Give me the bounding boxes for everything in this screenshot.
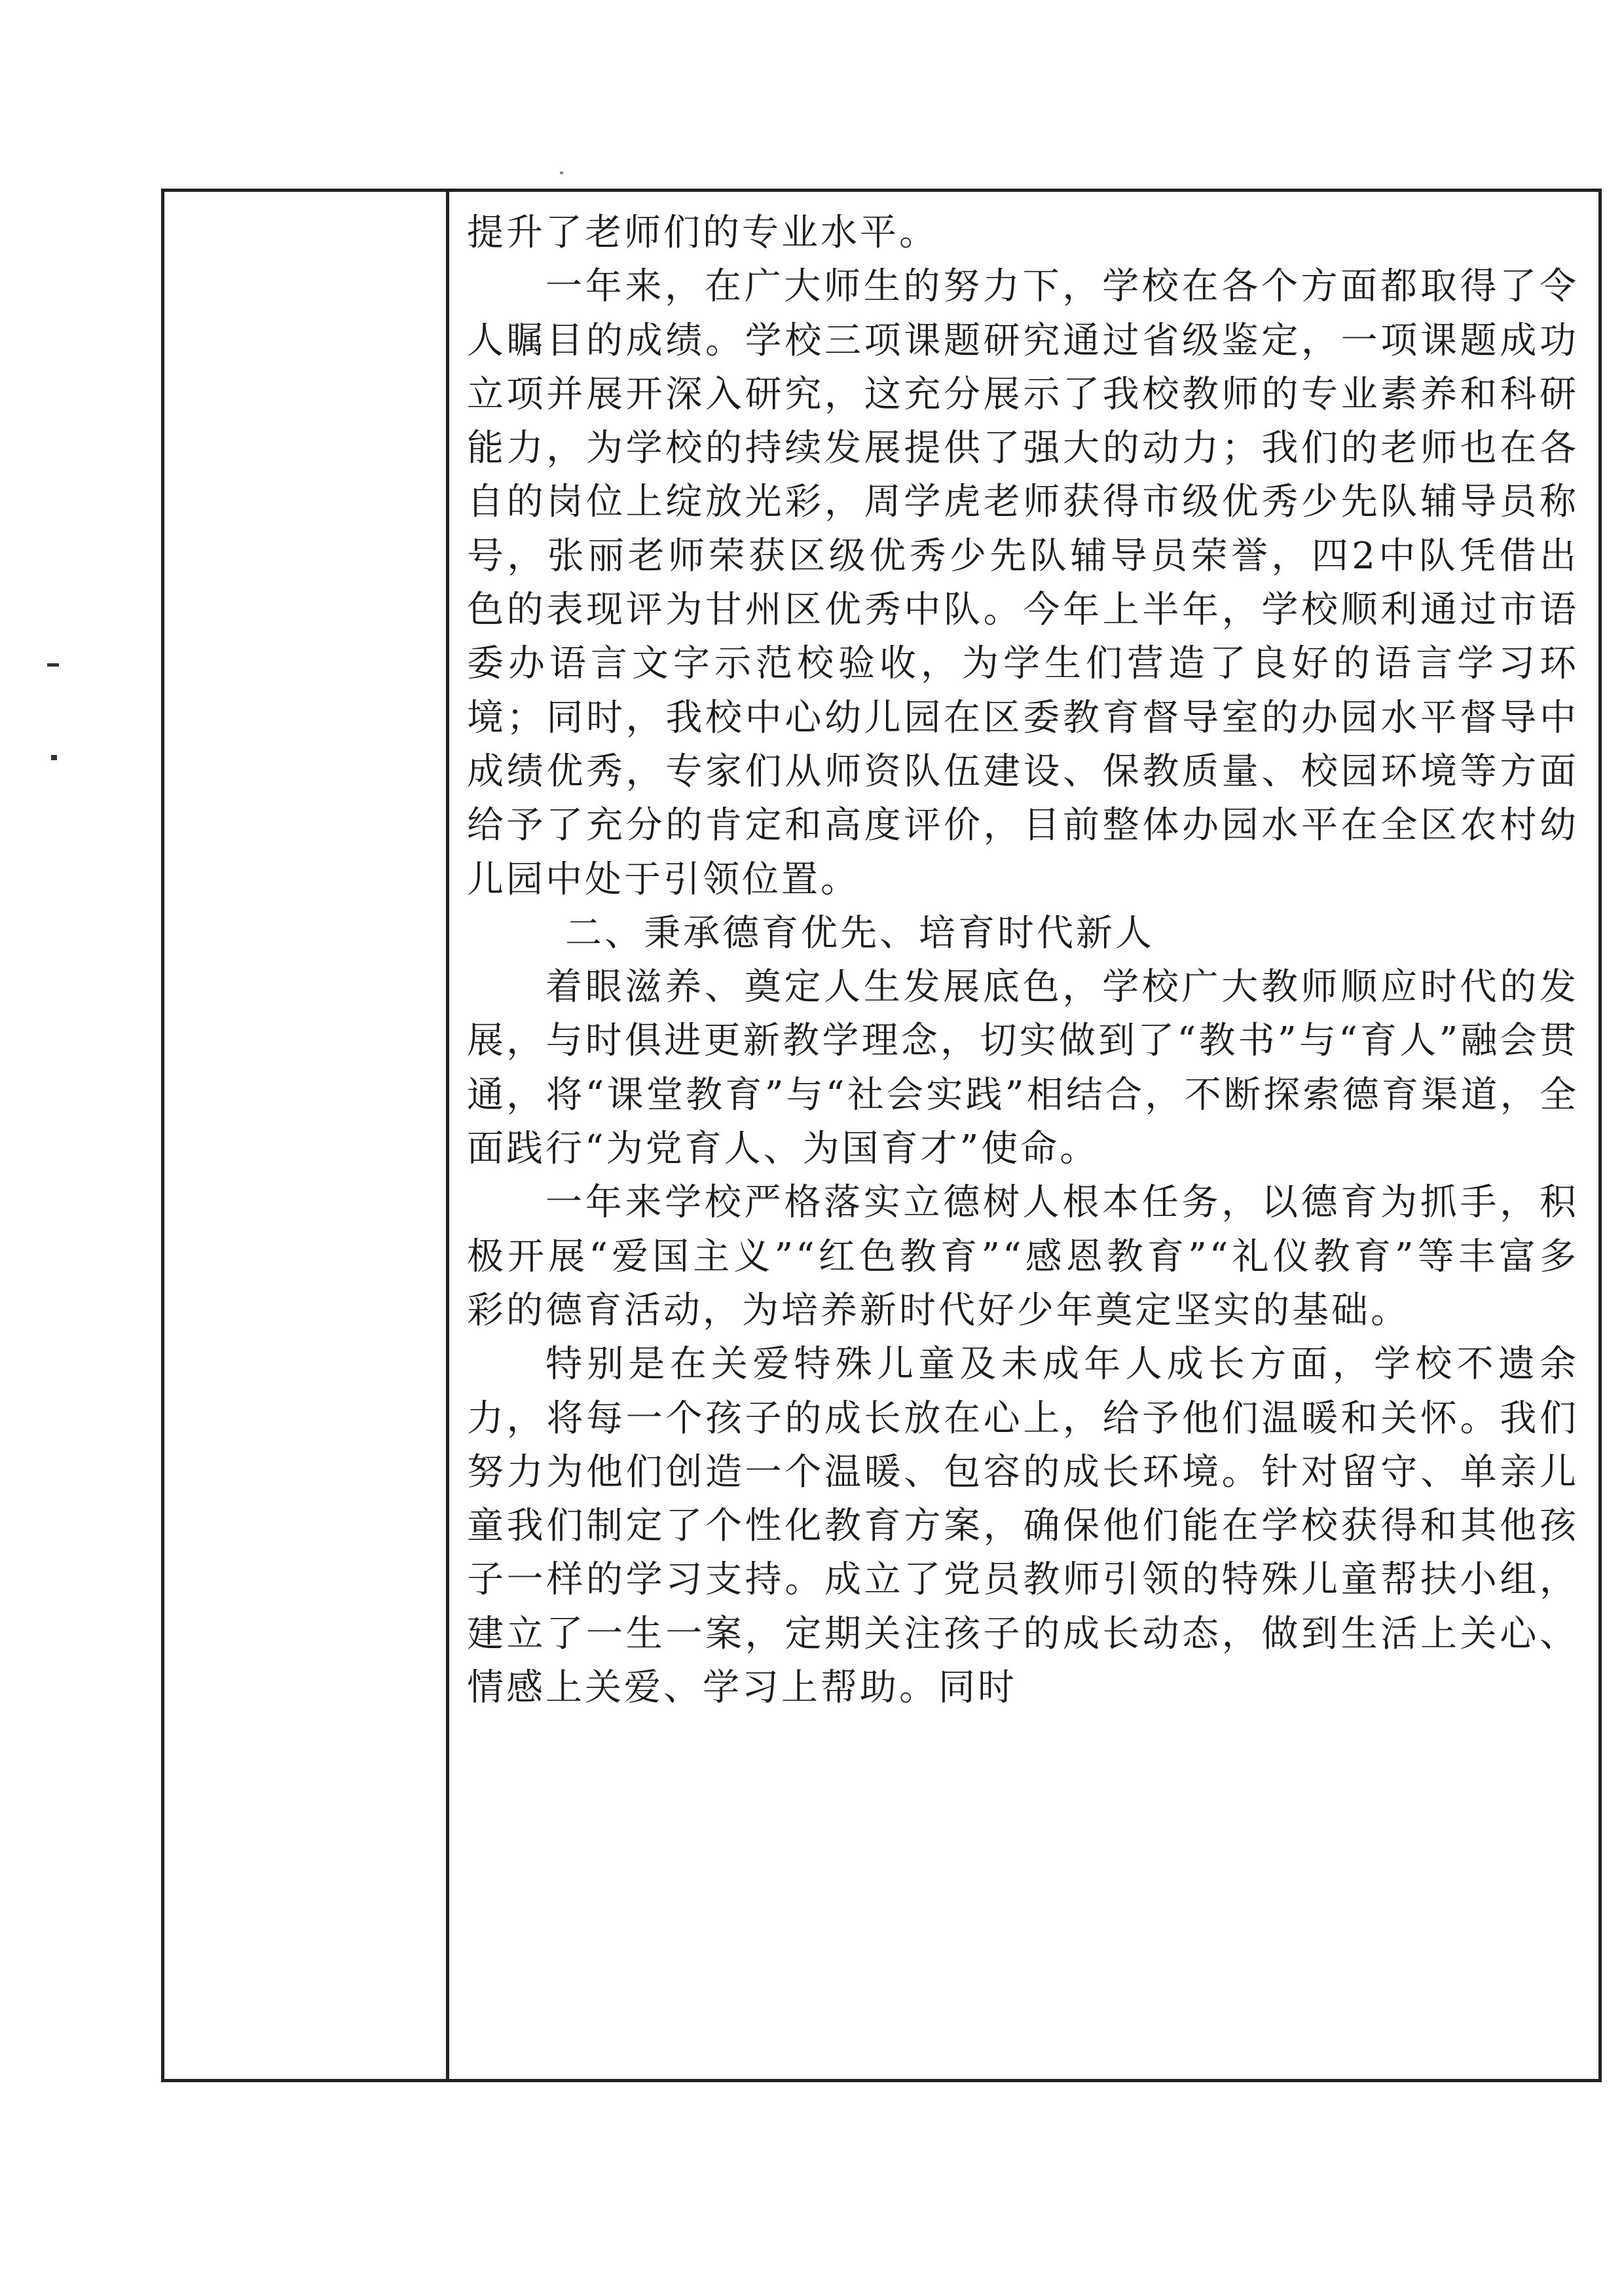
table-label-cell <box>164 192 449 2079</box>
paragraph-activities: 一年来学校严格落实立德树人根本任务，以德育为抓手，积极开展“爱国主义”“红色教育”“感恩教育”“礼仪教育”等丰富多彩的德育活动，为培养新时代好少年奠定坚实的基础。 <box>467 1181 1579 1332</box>
binding-mark <box>47 663 59 667</box>
binding-mark <box>51 755 57 760</box>
paragraph-achievements: 一年来，在广大师生的努力下，学校在各个方面都取得了令人瞩目的成绩。学校三项课题研究通过省级鉴定，一项课题成功立项并展开深入研究，这充分展示了我校教师的专业素养和科研能力，为学校的持续发展提供了强大的动力；我们的老师也在各自的岗位上绽放光彩，周学虎老师获得市级优秀少先队辅导员称号，张丽老师荣获区级优秀少先队辅导员荣誉，四2中队凭借出色的表现评为甘州区优秀中队。今年上半年，学校顺利通过市语委办语言文字示范校验收，为学生们营造了良好的语言学习环境；同时，我校中心幼儿园在区委教育督导室的办园水平督导中成绩优秀，专家们从师资队伍建设、保教质量、校园环境等方面给予了充分的肯定和高度评价，目前整体办园水平在全区农村幼儿园中处于引领位置。 <box>467 265 1579 901</box>
table-content-cell <box>452 192 1598 2079</box>
scan-speck <box>560 172 563 174</box>
paragraph-moral-education: 着眼滋养、奠定人生发展底色，学校广大教师顺应时代的发展，与时俱进更新教学理念，切实做到了“教书”与“育人”融会贯通，将“课堂教育”与“社会实践”相结合，不断探索德育渠道，全面践行“为党育人、为国育才”使命。 <box>467 966 1579 1171</box>
paragraph-special-children: 特别是在关爱特殊儿童及未成年人成长方面，学校不遗余力，将每一个孩子的成长放在心上，给予他们温暖和关怀。我们努力为他们创造一个温暖、包容的成长环境。针对留守、单亲儿童我们制定了个性化教育方案，确保他们能在学校获得和其他孩子一样的学习支持。成立了党员教师引领的特殊儿童帮扶小组，建立了一生一案，定期关注孩子的成长动态，做到生活上关心、情感上关爱、学习上帮助。同时 <box>467 1343 1579 1710</box>
report-table <box>161 189 1602 2082</box>
section-heading: 二、秉承德育优先、培育时代新人 <box>565 911 1154 955</box>
paragraph-continuation: 提升了老师们的专业水平。 <box>467 211 938 254</box>
